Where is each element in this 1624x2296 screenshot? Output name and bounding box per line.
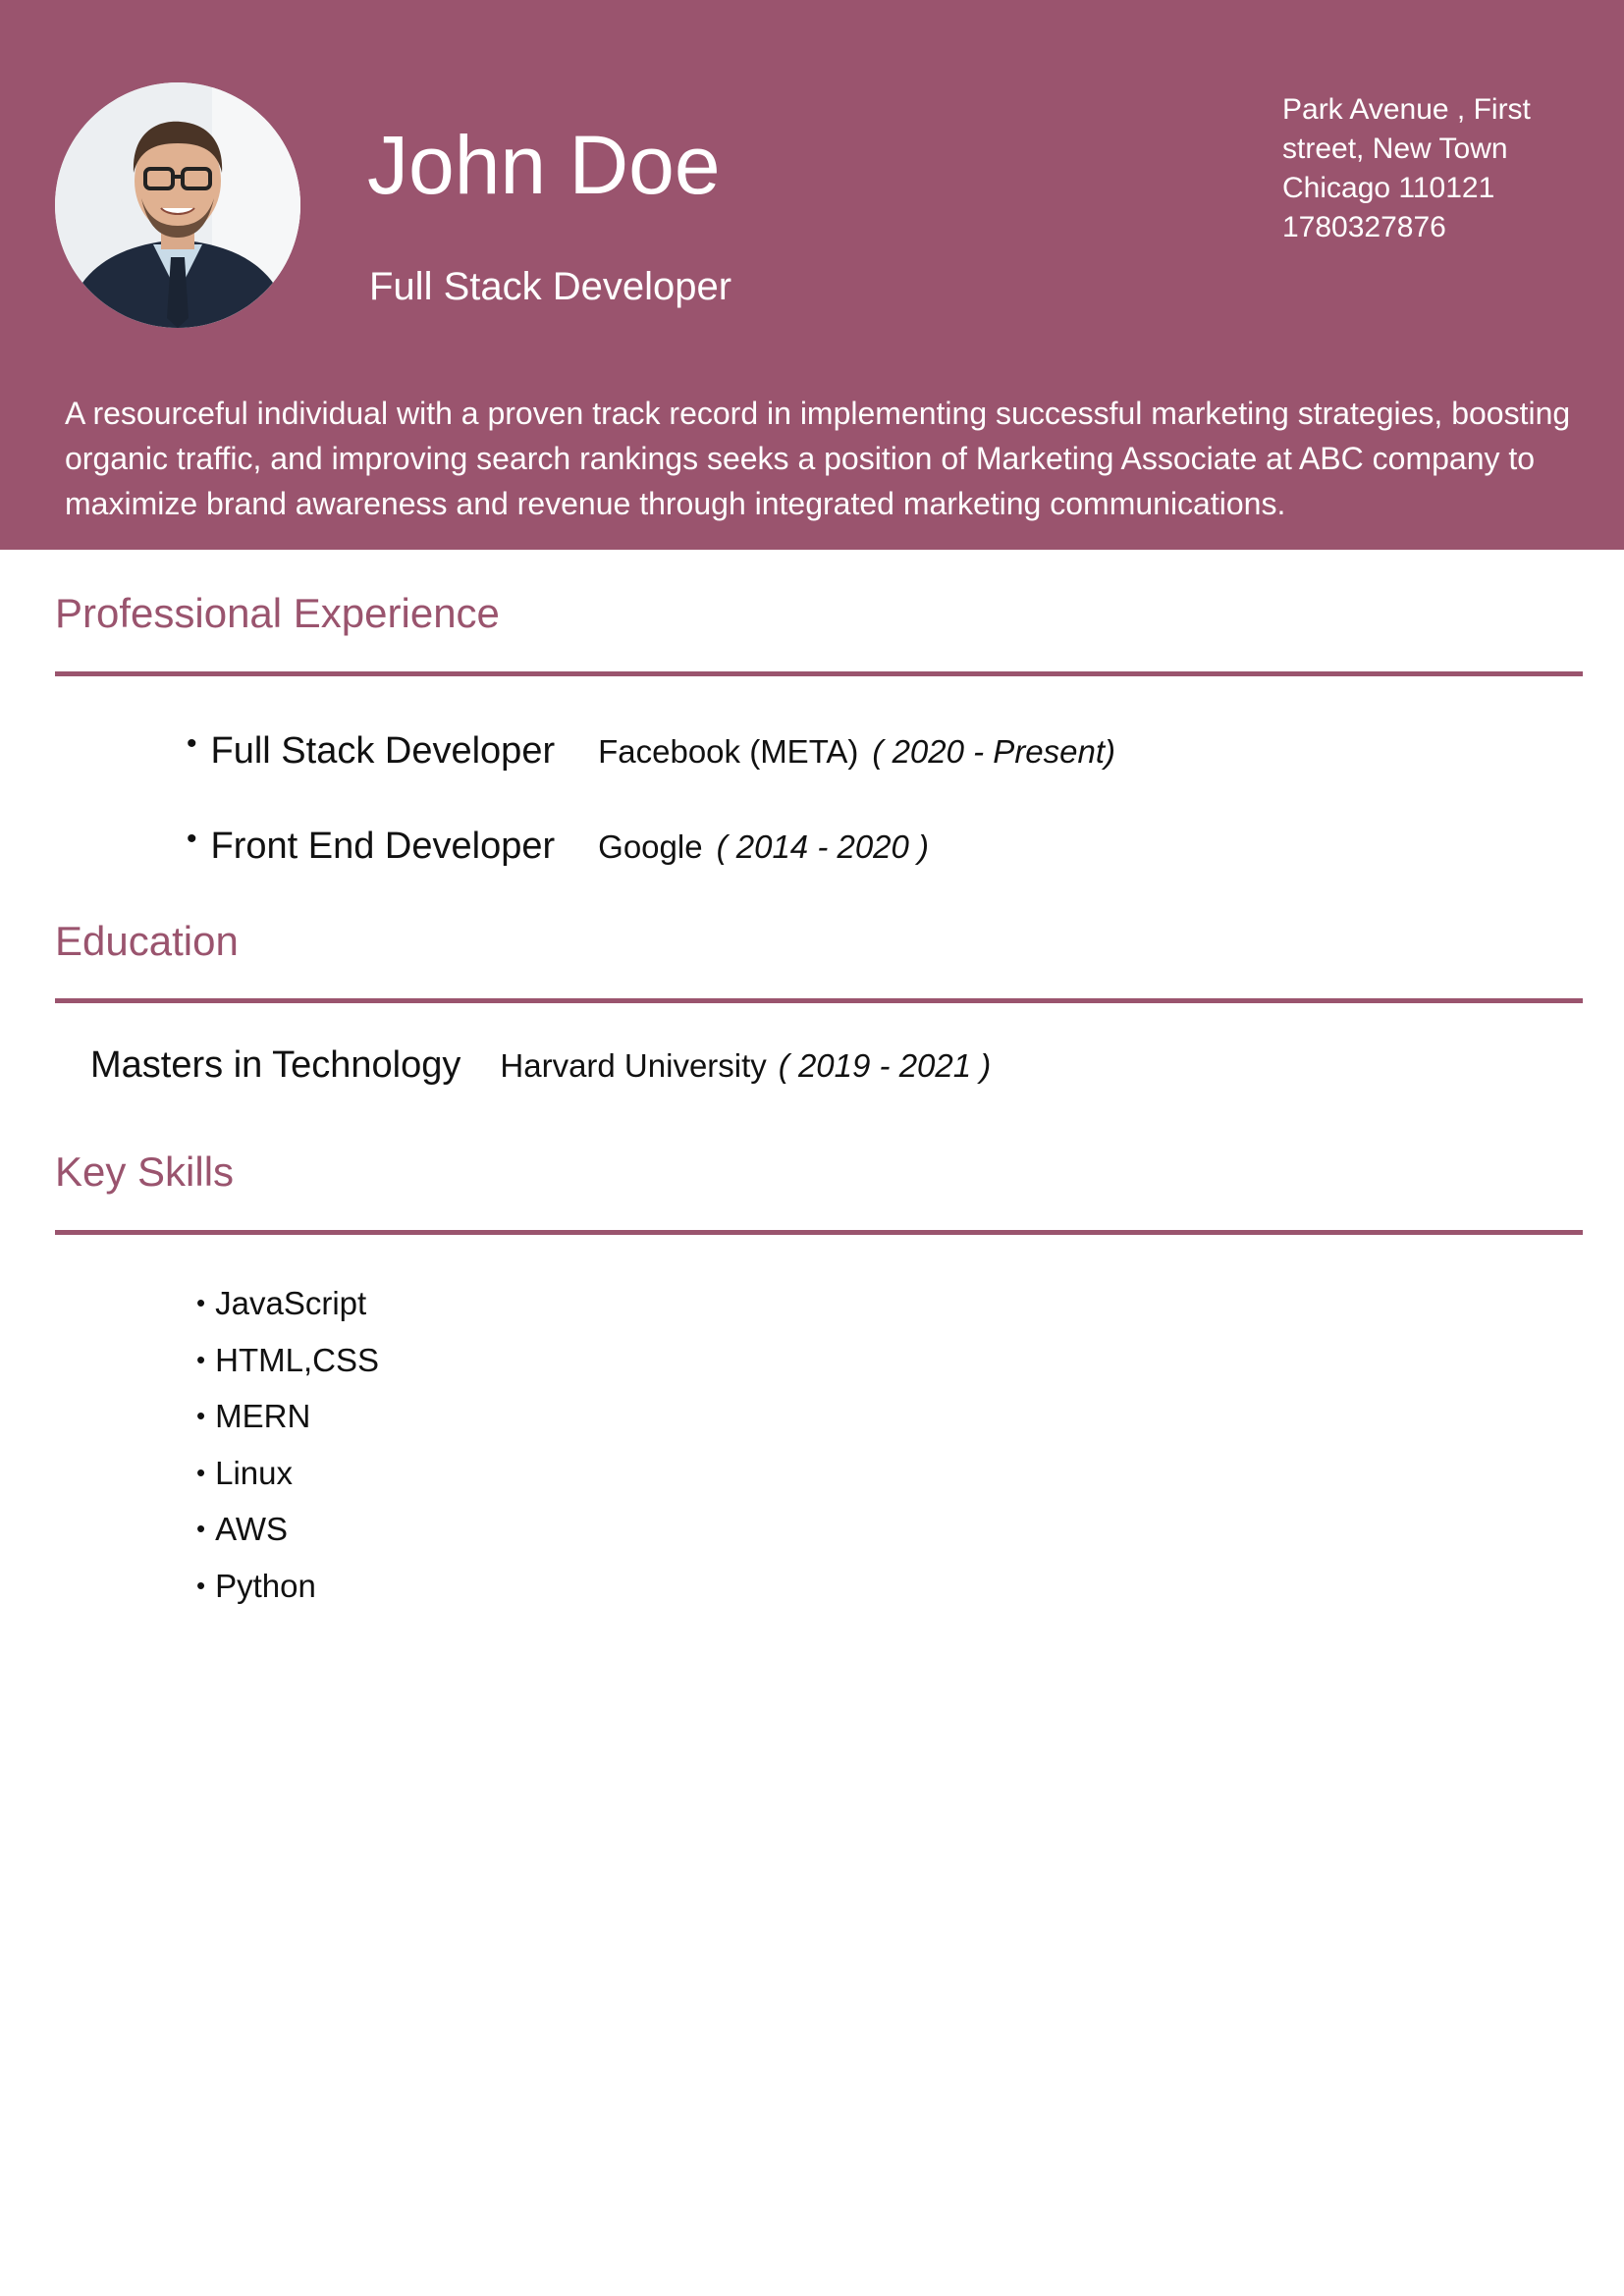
contact-city-zip: Chicago 110121	[1282, 172, 1495, 204]
education-degree: Masters in Technology	[90, 1044, 461, 1086]
candidate-role: Full Stack Developer	[369, 265, 732, 308]
contact-block	[1282, 90, 1597, 247]
skills-section-title: Key Skills	[55, 1148, 235, 1195]
list-item	[196, 1395, 379, 1452]
education-school: Harvard University	[500, 1047, 767, 1084]
bullet-icon: •	[196, 1344, 206, 1374]
experience-company: Google	[598, 828, 703, 865]
experience-company: Facebook (META)	[598, 733, 859, 770]
experience-role: Front End Developer	[210, 826, 556, 867]
experience-section-title: Professional Experience	[55, 590, 500, 636]
contact-address-line-1: Park Avenue , First	[1282, 93, 1531, 126]
education-dates: ( 2019 - 2021 )	[778, 1047, 992, 1084]
experience-dates: ( 2020 - Present)	[872, 733, 1116, 770]
bullet-icon: •	[187, 823, 197, 855]
profile-photo	[55, 82, 300, 328]
skill-label: JavaScript	[215, 1285, 367, 1321]
experience-item	[187, 727, 1116, 789]
skill-label: Python	[215, 1567, 316, 1604]
education-section-title: Education	[55, 918, 239, 964]
bullet-icon: •	[196, 1288, 206, 1317]
list-item	[196, 1508, 379, 1565]
skill-label: AWS	[215, 1511, 289, 1547]
contact-address-line-2: street, New Town	[1282, 133, 1508, 165]
list-item	[196, 1339, 379, 1396]
skills-list	[196, 1282, 379, 1621]
skill-label: MERN	[215, 1398, 311, 1434]
experience-divider	[55, 671, 1583, 676]
list-item	[196, 1565, 379, 1622]
bullet-icon: •	[196, 1514, 206, 1543]
experience-dates: ( 2014 - 2020 )	[716, 828, 930, 865]
profile-photo-illustration	[55, 82, 300, 328]
header-banner	[0, 0, 1624, 550]
list-item	[196, 1452, 379, 1509]
skill-label: HTML,CSS	[215, 1341, 379, 1378]
contact-phone: 1780327876	[1282, 211, 1446, 243]
candidate-name: John Doe	[367, 119, 721, 211]
bullet-icon: •	[196, 1570, 206, 1600]
list-item	[196, 1282, 379, 1339]
profile-summary: A resourceful individual with a proven track record in implementing successful marketing strategies, boosting organic traffic, and improving search rankings seeks a position of Marketing Associate at ABC company to maximize brand awareness and revenue through integrated marketing communications.	[65, 396, 1571, 521]
experience-item	[187, 823, 930, 884]
skills-divider	[55, 1230, 1583, 1235]
education-divider	[55, 998, 1583, 1003]
skill-label: Linux	[215, 1454, 293, 1491]
experience-role: Full Stack Developer	[210, 730, 556, 772]
bullet-icon: •	[187, 727, 197, 760]
bullet-icon: •	[196, 1401, 206, 1430]
bullet-icon: •	[196, 1457, 206, 1487]
education-item	[90, 1044, 991, 1087]
